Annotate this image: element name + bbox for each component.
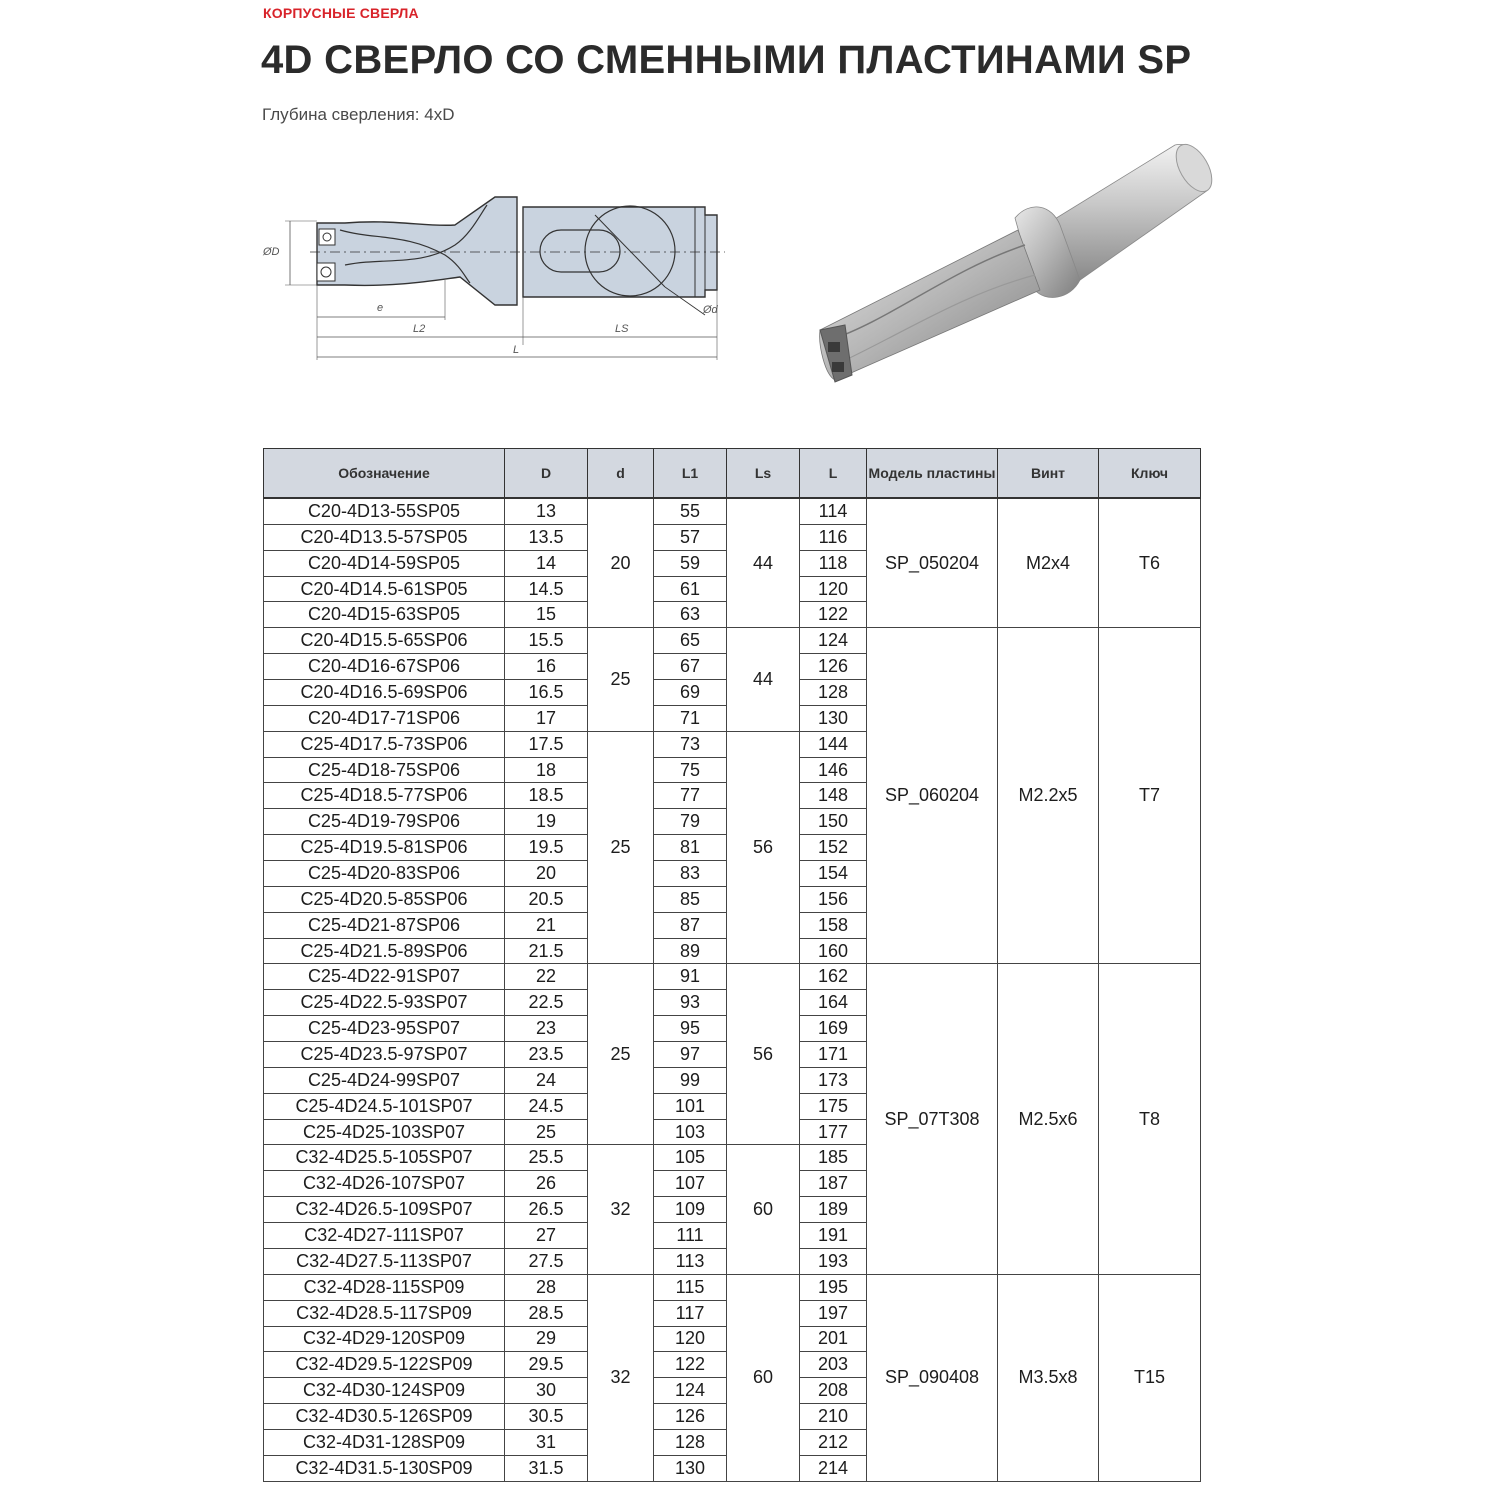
cell-L1: 69 [654, 680, 727, 706]
cell-L1: 128 [654, 1429, 727, 1455]
cell-D: 23 [505, 1016, 588, 1042]
cell-designation: C25-4D19.5-81SP06 [264, 835, 505, 861]
cell-D: 29.5 [505, 1352, 588, 1378]
cell-D: 25.5 [505, 1145, 588, 1171]
cell-D: 14.5 [505, 576, 588, 602]
cell-D: 27 [505, 1223, 588, 1249]
cell-L: 152 [800, 835, 867, 861]
cell-designation: C32-4D26-107SP07 [264, 1171, 505, 1197]
cell-insert-model: SP_060204 [867, 628, 998, 964]
cell-L: 120 [800, 576, 867, 602]
cell-D: 18.5 [505, 783, 588, 809]
cell-L: 118 [800, 550, 867, 576]
cell-screw: M2x4 [998, 498, 1099, 628]
cell-L1: 81 [654, 835, 727, 861]
cell-D: 19.5 [505, 835, 588, 861]
cell-designation: C32-4D28-115SP09 [264, 1274, 505, 1300]
cell-L: 214 [800, 1455, 867, 1481]
cell-designation: C25-4D21.5-89SP06 [264, 938, 505, 964]
drill-technical-drawing [255, 185, 745, 375]
cell-designation: C32-4D26.5-109SP07 [264, 1197, 505, 1223]
col-header-screw: Винт [998, 449, 1099, 499]
col-header-designation: Обозначение [264, 449, 505, 499]
cell-designation: C20-4D16-67SP06 [264, 654, 505, 680]
cell-designation: C25-4D24-99SP07 [264, 1067, 505, 1093]
cell-D: 17 [505, 705, 588, 731]
cell-L: 160 [800, 938, 867, 964]
cell-L1: 75 [654, 757, 727, 783]
cell-D: 26.5 [505, 1197, 588, 1223]
cell-designation: C25-4D25-103SP07 [264, 1119, 505, 1145]
col-header-L1: L1 [654, 449, 727, 499]
cell-L1: 124 [654, 1378, 727, 1404]
cell-L: 130 [800, 705, 867, 731]
cell-d: 32 [588, 1274, 654, 1481]
cell-screw: M3.5x8 [998, 1274, 1099, 1481]
cell-designation: C20-4D13-55SP05 [264, 498, 505, 524]
cell-d: 32 [588, 1145, 654, 1274]
cell-L: 116 [800, 524, 867, 550]
cell-L1: 85 [654, 886, 727, 912]
cell-L1: 120 [654, 1326, 727, 1352]
cell-L: 128 [800, 680, 867, 706]
cell-L: 208 [800, 1378, 867, 1404]
drilling-depth-subtitle: Глубина сверления: 4xD [262, 105, 455, 124]
cell-L1: 101 [654, 1093, 727, 1119]
cell-Ls: 44 [727, 628, 800, 731]
cell-L1: 103 [654, 1119, 727, 1145]
cell-designation: C32-4D27.5-113SP07 [264, 1248, 505, 1274]
cell-L: 154 [800, 861, 867, 887]
cell-Ls: 60 [727, 1274, 800, 1481]
cell-designation: C25-4D20-83SP06 [264, 861, 505, 887]
cell-Ls: 44 [727, 498, 800, 628]
dim-label-L2: L2 [413, 323, 426, 335]
cell-L1: 71 [654, 705, 727, 731]
cell-L: 164 [800, 990, 867, 1016]
cell-L: 191 [800, 1223, 867, 1249]
cell-key: T15 [1099, 1274, 1201, 1481]
cell-L: 203 [800, 1352, 867, 1378]
table-row [264, 498, 1201, 524]
cell-L1: 61 [654, 576, 727, 602]
cell-designation: C32-4D31.5-130SP09 [264, 1455, 505, 1481]
cell-L1: 83 [654, 861, 727, 887]
cell-Ls: 60 [727, 1145, 800, 1274]
cell-designation: C32-4D30.5-126SP09 [264, 1404, 505, 1430]
cell-D: 22.5 [505, 990, 588, 1016]
cell-L1: 59 [654, 550, 727, 576]
cell-insert-model: SP_090408 [867, 1274, 998, 1481]
col-header-D: D [505, 449, 588, 499]
cell-designation: C20-4D14.5-61SP05 [264, 576, 505, 602]
cell-D: 15 [505, 602, 588, 628]
cell-designation: C32-4D29-120SP09 [264, 1326, 505, 1352]
cell-L1: 57 [654, 524, 727, 550]
cell-L: 185 [800, 1145, 867, 1171]
cell-L1: 126 [654, 1404, 727, 1430]
cell-designation: C25-4D21-87SP06 [264, 912, 505, 938]
cell-D: 16 [505, 654, 588, 680]
cell-L: 173 [800, 1067, 867, 1093]
cell-L: 156 [800, 886, 867, 912]
cell-D: 16.5 [505, 680, 588, 706]
cell-L: 189 [800, 1197, 867, 1223]
cell-L1: 91 [654, 964, 727, 990]
dim-label-e: e [377, 302, 384, 314]
cell-L: 144 [800, 731, 867, 757]
category-label: КОРПУСНЫЕ СВЕРЛА [263, 5, 419, 21]
cell-D: 14 [505, 550, 588, 576]
col-header-d: d [588, 449, 654, 499]
cell-L1: 117 [654, 1300, 727, 1326]
cell-designation: C25-4D18-75SP06 [264, 757, 505, 783]
cell-designation: C20-4D13.5-57SP05 [264, 524, 505, 550]
cell-L1: 95 [654, 1016, 727, 1042]
cell-L: 169 [800, 1016, 867, 1042]
cell-d: 20 [588, 498, 654, 628]
cell-L1: 130 [654, 1455, 727, 1481]
cell-D: 13 [505, 498, 588, 524]
dim-label-LS: LS [615, 323, 629, 335]
cell-L1: 65 [654, 628, 727, 654]
cell-L1: 67 [654, 654, 727, 680]
cell-D: 23.5 [505, 1042, 588, 1068]
cell-L: 158 [800, 912, 867, 938]
dim-label-d: Ød [703, 304, 718, 316]
cell-designation: C20-4D16.5-69SP06 [264, 680, 505, 706]
cell-L1: 109 [654, 1197, 727, 1223]
cell-insert-model: SP_07T308 [867, 964, 998, 1274]
cell-L: 212 [800, 1429, 867, 1455]
cell-designation: C32-4D30-124SP09 [264, 1378, 505, 1404]
cell-L1: 93 [654, 990, 727, 1016]
cell-designation: C32-4D25.5-105SP07 [264, 1145, 505, 1171]
cell-D: 15.5 [505, 628, 588, 654]
cell-designation: C25-4D23.5-97SP07 [264, 1042, 505, 1068]
cell-L: 197 [800, 1300, 867, 1326]
cell-D: 28 [505, 1274, 588, 1300]
cell-screw: M2.2x5 [998, 628, 1099, 964]
cell-designation: C25-4D18.5-77SP06 [264, 783, 505, 809]
cell-L: 124 [800, 628, 867, 654]
cell-designation: C32-4D28.5-117SP09 [264, 1300, 505, 1326]
drill-product-image [790, 130, 1230, 400]
cell-L1: 79 [654, 809, 727, 835]
cell-L1: 97 [654, 1042, 727, 1068]
table-row [264, 1274, 1201, 1300]
cell-D: 25 [505, 1119, 588, 1145]
cell-L: 114 [800, 498, 867, 524]
cell-L1: 77 [654, 783, 727, 809]
cell-D: 30 [505, 1378, 588, 1404]
cell-D: 24 [505, 1067, 588, 1093]
cell-designation: C25-4D22.5-93SP07 [264, 990, 505, 1016]
product-fluted-body [820, 230, 1040, 380]
cell-L1: 111 [654, 1223, 727, 1249]
cell-L1: 73 [654, 731, 727, 757]
cell-L: 150 [800, 809, 867, 835]
cell-L1: 99 [654, 1067, 727, 1093]
cell-D: 28.5 [505, 1300, 588, 1326]
cell-insert-model: SP_050204 [867, 498, 998, 628]
cell-d: 25 [588, 731, 654, 964]
cell-D: 31 [505, 1429, 588, 1455]
cell-L: 193 [800, 1248, 867, 1274]
cell-designation: C20-4D14-59SP05 [264, 550, 505, 576]
cell-designation: C32-4D27-111SP07 [264, 1223, 505, 1249]
insert-pocket-bottom [317, 263, 335, 281]
col-header-L: L [800, 449, 867, 499]
cell-D: 31.5 [505, 1455, 588, 1481]
cell-L: 171 [800, 1042, 867, 1068]
dim-label-L: L [513, 344, 520, 356]
cell-L: 210 [800, 1404, 867, 1430]
cell-designation: C32-4D31-128SP09 [264, 1429, 505, 1455]
cell-D: 22 [505, 964, 588, 990]
cell-d: 25 [588, 628, 654, 731]
col-header-key: Ключ [1099, 449, 1201, 499]
cell-designation: C32-4D29.5-122SP09 [264, 1352, 505, 1378]
col-header-Ls: Ls [727, 449, 800, 499]
cell-L: 122 [800, 602, 867, 628]
cell-L: 195 [800, 1274, 867, 1300]
cell-L1: 107 [654, 1171, 727, 1197]
cell-d: 25 [588, 964, 654, 1145]
table-body [264, 498, 1201, 1481]
drill-spec-table [263, 448, 1201, 1482]
cell-L1: 63 [654, 602, 727, 628]
cell-D: 17.5 [505, 731, 588, 757]
cell-designation: C25-4D20.5-85SP06 [264, 886, 505, 912]
drill-body-shape [317, 197, 517, 305]
cell-D: 20 [505, 861, 588, 887]
cell-L1: 87 [654, 912, 727, 938]
cell-L1: 55 [654, 498, 727, 524]
cell-L: 187 [800, 1171, 867, 1197]
cell-designation: C25-4D17.5-73SP06 [264, 731, 505, 757]
cell-key: T6 [1099, 498, 1201, 628]
cell-L1: 105 [654, 1145, 727, 1171]
cell-L: 177 [800, 1119, 867, 1145]
col-header-insert-model: Модель пластины [867, 449, 998, 499]
table-row [264, 628, 1201, 654]
cell-D: 30.5 [505, 1404, 588, 1430]
cell-designation: C25-4D22-91SP07 [264, 964, 505, 990]
cell-D: 21.5 [505, 938, 588, 964]
table-row [264, 964, 1201, 990]
cell-designation: C20-4D17-71SP06 [264, 705, 505, 731]
cell-D: 21 [505, 912, 588, 938]
cell-key: T7 [1099, 628, 1201, 964]
cell-D: 19 [505, 809, 588, 835]
cell-designation: C20-4D15.5-65SP06 [264, 628, 505, 654]
cell-screw: M2.5x6 [998, 964, 1099, 1274]
cell-L: 162 [800, 964, 867, 990]
cell-designation: C25-4D23-95SP07 [264, 1016, 505, 1042]
cell-Ls: 56 [727, 731, 800, 964]
cell-designation: C20-4D15-63SP05 [264, 602, 505, 628]
cell-L: 126 [800, 654, 867, 680]
cell-Ls: 56 [727, 964, 800, 1145]
cell-D: 13.5 [505, 524, 588, 550]
cell-D: 20.5 [505, 886, 588, 912]
cell-L: 175 [800, 1093, 867, 1119]
dim-label-D: ØD [263, 246, 280, 258]
cell-key: T8 [1099, 964, 1201, 1274]
cell-designation: C25-4D19-79SP06 [264, 809, 505, 835]
cell-L: 201 [800, 1326, 867, 1352]
cell-L: 146 [800, 757, 867, 783]
table-header-row [264, 449, 1201, 499]
page-title: 4D СВЕРЛО СО СМЕННЫМИ ПЛАСТИНАМИ SP [261, 38, 1192, 82]
cell-D: 24.5 [505, 1093, 588, 1119]
cell-L: 148 [800, 783, 867, 809]
insert-pocket-top [319, 229, 335, 245]
cell-D: 27.5 [505, 1248, 588, 1274]
cell-D: 29 [505, 1326, 588, 1352]
cell-L1: 113 [654, 1248, 727, 1274]
cell-L1: 115 [654, 1274, 727, 1300]
cell-L1: 122 [654, 1352, 727, 1378]
cell-L1: 89 [654, 938, 727, 964]
cell-D: 26 [505, 1171, 588, 1197]
cell-designation: C25-4D24.5-101SP07 [264, 1093, 505, 1119]
cell-D: 18 [505, 757, 588, 783]
